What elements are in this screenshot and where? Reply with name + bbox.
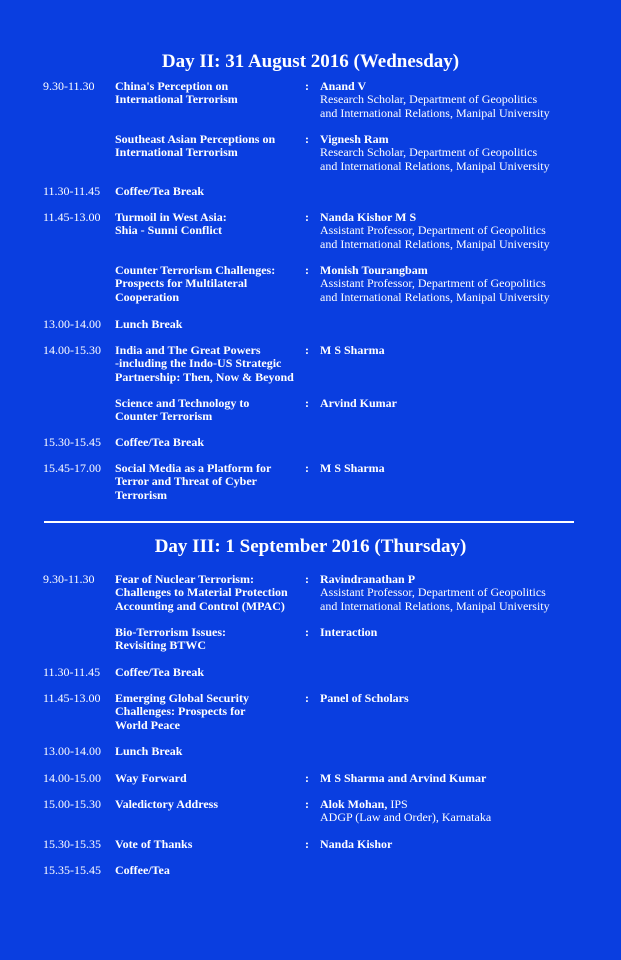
separator-colon: : <box>305 625 309 639</box>
speaker-detail: Assistant Professor, Department of Geopolitics <box>320 585 546 600</box>
topic-line: Counter Terrorism Challenges: <box>115 263 276 277</box>
speaker-name: Arvind Kumar <box>320 396 398 410</box>
separator-colon: : <box>305 797 309 811</box>
session-time: 11.30-11.45 <box>43 665 101 679</box>
session-topic <box>115 692 305 732</box>
separator-colon: : <box>305 132 309 146</box>
session-speaker <box>320 211 600 251</box>
speaker-name: Interaction <box>320 625 378 639</box>
speaker-detail: and International Relations, Manipal University <box>320 236 550 251</box>
speaker-name: M S Sharma <box>320 461 385 475</box>
speaker-detail: and International Relations, Manipal University <box>320 289 550 304</box>
session-topic <box>115 211 305 238</box>
session-time: 9.30-11.30 <box>43 572 95 586</box>
topic-line: World Peace <box>115 717 180 732</box>
topic-line: Counter Terrorism <box>115 409 213 424</box>
speaker-name: Panel of Scholars <box>320 691 409 705</box>
topic-line: Accounting and Control (MPAC) <box>115 598 285 613</box>
topic-line: Coffee/Tea Break <box>115 665 204 679</box>
speaker-detail: Assistant Professor, Department of Geopolitics <box>320 223 546 238</box>
day-2-title: Day II: 31 August 2016 (Wednesday) <box>161 51 460 72</box>
session-topic <box>115 436 305 449</box>
session-topic <box>115 772 305 785</box>
topic-line: Turmoil in West Asia: <box>115 210 227 224</box>
topic-line: Fear of Nuclear Terrorism: <box>115 572 254 586</box>
session-time: 14.00-15.00 <box>43 771 101 785</box>
session-topic <box>115 80 305 107</box>
topic-line: Lunch Break <box>115 744 183 758</box>
speaker-name: Anand V <box>320 79 367 93</box>
speaker-detail: and International Relations, Manipal University <box>320 158 550 173</box>
session-time: 11.45-13.00 <box>43 210 101 224</box>
topic-line: Terror and Threat of Cyber <box>115 474 258 489</box>
session-topic <box>115 264 305 304</box>
session-topic <box>115 573 305 613</box>
topic-line: Revisiting BTWC <box>115 638 207 653</box>
session-topic <box>115 745 305 758</box>
session-speaker <box>320 798 600 825</box>
topic-line: Coffee/Tea <box>115 863 170 877</box>
session-speaker <box>320 573 600 613</box>
speaker-name: Monish Tourangbam <box>320 263 428 277</box>
session-speaker <box>320 344 600 357</box>
day-3-title: Day III: 1 September 2016 (Thursday) <box>154 536 467 557</box>
session-topic <box>115 462 305 502</box>
speaker-name: Nanda Kishor <box>320 837 393 851</box>
topic-line: Way Forward <box>115 771 187 785</box>
separator-colon: : <box>305 771 309 785</box>
topic-line: Challenges to Material Protection <box>115 585 288 600</box>
separator-colon: : <box>305 691 309 705</box>
session-topic <box>115 133 305 160</box>
session-speaker <box>320 462 600 475</box>
speaker-detail: ADGP (Law and Order), Karnataka <box>320 810 492 825</box>
topic-line: International Terrorism <box>115 145 238 160</box>
topic-line: Social Media as a Platform for <box>115 461 272 475</box>
topic-line: Bio-Terrorism Issues: <box>115 625 226 639</box>
speaker-name: Alok Mohan, <box>320 797 388 811</box>
topic-line: International Terrorism <box>115 92 238 107</box>
topic-line: Science and Technology to <box>115 396 250 410</box>
session-time: 13.00-14.00 <box>43 744 101 758</box>
session-topic <box>115 864 305 877</box>
session-topic <box>115 344 305 384</box>
separator-colon: : <box>305 396 309 410</box>
session-time: 11.45-13.00 <box>43 691 101 705</box>
topic-line: India and The Great Powers <box>115 343 261 357</box>
session-topic <box>115 798 305 811</box>
speaker-name: Nanda Kishor M S <box>320 210 417 224</box>
session-time: 15.30-15.45 <box>43 435 101 449</box>
session-time: 14.00-15.30 <box>43 343 101 357</box>
topic-line: Cooperation <box>115 289 179 304</box>
speaker-detail: Research Scholar, Department of Geopolitics <box>320 145 538 160</box>
separator-colon: : <box>305 263 309 277</box>
separator-colon: : <box>305 837 309 851</box>
session-speaker <box>320 397 600 410</box>
topic-line: Valedictory Address <box>115 797 219 811</box>
topic-line: Challenges: Prospects for <box>115 704 246 719</box>
speaker-detail: and International Relations, Manipal University <box>320 105 550 120</box>
session-speaker <box>320 626 600 639</box>
speaker-name: M S Sharma <box>320 343 385 357</box>
separator-colon: : <box>305 572 309 586</box>
topic-line: Vote of Thanks <box>115 837 193 851</box>
separator-colon: : <box>305 79 309 93</box>
topic-line: Coffee/Tea Break <box>115 435 204 449</box>
session-time: 13.00-14.00 <box>43 317 101 331</box>
speaker-detail: Assistant Professor, Department of Geopolitics <box>320 276 546 291</box>
topic-line: Emerging Global Security <box>115 691 249 705</box>
session-speaker <box>320 692 600 705</box>
topic-line: Southeast Asian Perceptions on <box>115 132 276 146</box>
topic-line: China's Perception on <box>115 79 229 93</box>
session-topic <box>115 838 305 851</box>
session-speaker <box>320 133 600 173</box>
session-topic <box>115 666 305 679</box>
session-time: 9.30-11.30 <box>43 79 95 93</box>
session-speaker <box>320 772 600 785</box>
topic-line: Terrorism <box>115 487 167 502</box>
separator-colon: : <box>305 210 309 224</box>
session-topic <box>115 397 305 424</box>
speaker-detail: Research Scholar, Department of Geopolitics <box>320 92 538 107</box>
session-time: 11.30-11.45 <box>43 184 101 198</box>
separator-colon: : <box>305 343 309 357</box>
session-time: 15.00-15.30 <box>43 797 101 811</box>
session-topic <box>115 318 305 331</box>
session-topic <box>115 626 305 653</box>
topic-line: Lunch Break <box>115 317 183 331</box>
session-speaker <box>320 80 600 120</box>
speaker-name: Ravindranathan P <box>320 572 416 586</box>
session-time: 15.30-15.35 <box>43 837 101 851</box>
session-time: 15.35-15.45 <box>43 863 101 877</box>
topic-line: Coffee/Tea Break <box>115 184 204 198</box>
session-speaker <box>320 264 600 304</box>
section-divider <box>44 521 574 523</box>
session-topic <box>115 185 305 198</box>
session-speaker <box>320 838 600 851</box>
speaker-suffix: IPS <box>387 797 408 811</box>
topic-line: -including the Indo-US Strategic <box>115 356 282 371</box>
separator-colon: : <box>305 461 309 475</box>
topic-line: Prospects for Multilateral <box>115 276 248 291</box>
speaker-detail: and International Relations, Manipal University <box>320 598 550 613</box>
speaker-name: Vignesh Ram <box>320 132 389 146</box>
speaker-name: M S Sharma and Arvind Kumar <box>320 771 487 785</box>
topic-line: Partnership: Then, Now & Beyond <box>115 369 294 384</box>
session-time: 15.45-17.00 <box>43 461 101 475</box>
topic-line: Shia - Sunni Conflict <box>115 223 223 238</box>
